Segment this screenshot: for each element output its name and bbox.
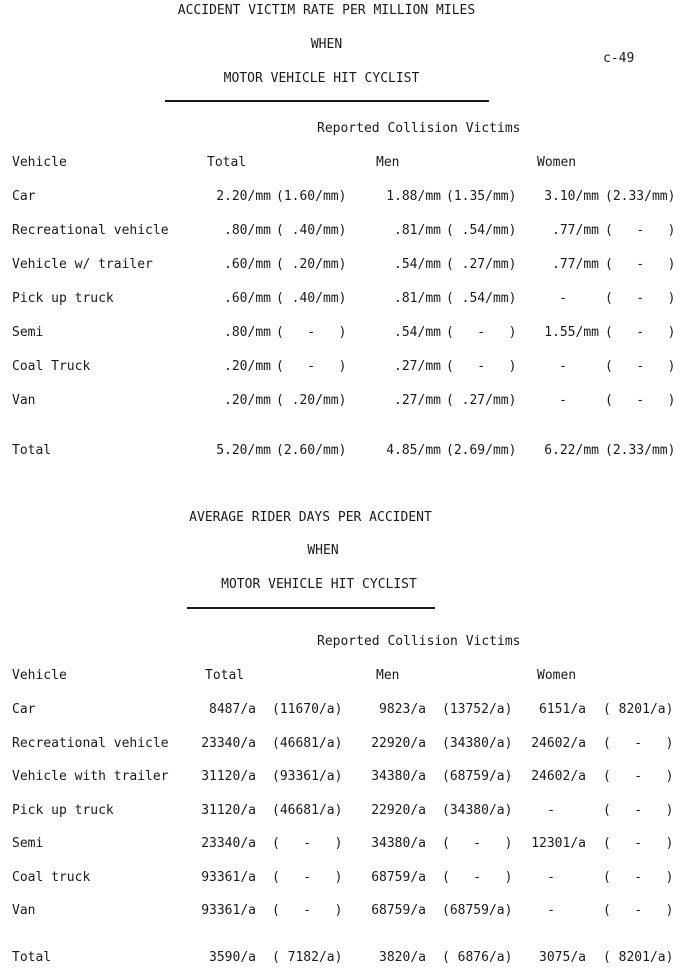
table-row-women: - bbox=[559, 393, 567, 408]
table-row-women: - bbox=[547, 869, 555, 885]
header-men: Men bbox=[376, 155, 400, 170]
section1-title-line1: ACCIDENT VICTIM RATE PER MILLION MILES bbox=[177, 3, 476, 18]
table-row-women: .77/mm bbox=[552, 257, 599, 272]
table-row-women: 6151/a bbox=[539, 702, 586, 717]
total-row-women-p: ( 8201/a) bbox=[603, 950, 674, 965]
table-row-women-p: ( - ) bbox=[605, 325, 676, 340]
table-row-men: .81/mm bbox=[394, 291, 441, 306]
table-row-men: 22920/a bbox=[371, 802, 426, 818]
table-row-men: 68759/a bbox=[371, 903, 426, 918]
table-row-women-p: ( - ) bbox=[603, 769, 674, 784]
table-row-vehicle: Car bbox=[12, 189, 36, 204]
table-row-total-p: ( - ) bbox=[276, 325, 347, 340]
table-row-total: .60/mm bbox=[224, 257, 271, 272]
table-row-men: .54/mm bbox=[394, 257, 441, 272]
table-row-women-p: ( - ) bbox=[605, 223, 676, 238]
table-row-women: 3.10/mm bbox=[544, 189, 599, 204]
table-row-men: 34380/a bbox=[371, 769, 426, 784]
section1-subheading: Reported Collision Victims bbox=[317, 121, 521, 136]
table-row-men-p: ( - ) bbox=[446, 325, 517, 340]
section1-title-rule bbox=[165, 100, 489, 102]
table-row-total: 93361/a bbox=[201, 869, 256, 885]
table-row-women-p: ( - ) bbox=[605, 257, 676, 272]
section2-title-rule bbox=[187, 607, 435, 609]
table-row-men-p: (34380/a) bbox=[442, 735, 513, 751]
table-row-men: 22920/a bbox=[371, 735, 426, 751]
table-row-women-p: ( 8201/a) bbox=[603, 702, 674, 717]
table-row-total: .60/mm bbox=[224, 291, 271, 306]
table-row-total: 31120/a bbox=[201, 769, 256, 784]
table-row-vehicle: Semi bbox=[12, 325, 44, 340]
header-women: Women bbox=[537, 155, 577, 170]
table-row-total-p: ( - ) bbox=[272, 903, 343, 918]
header-vehicle: Vehicle bbox=[12, 668, 67, 683]
table-row-vehicle: Vehicle w/ trailer bbox=[12, 257, 153, 272]
total-row-men-p: ( 6876/a) bbox=[442, 950, 513, 965]
table-row-men-p: ( - ) bbox=[442, 836, 513, 851]
table-row-total-p: ( - ) bbox=[272, 836, 343, 851]
table-row-men-p: (13752/a) bbox=[442, 702, 513, 717]
table-row-women: - bbox=[547, 903, 555, 918]
table-row-total-p: (1.60/mm) bbox=[276, 189, 347, 204]
table-row-women: .77/mm bbox=[552, 223, 599, 238]
table-row-total-p: ( .20/mm) bbox=[276, 257, 347, 272]
table-row-men-p: ( .27/mm) bbox=[446, 257, 517, 272]
table-row-total: .20/mm bbox=[224, 393, 271, 408]
table-row-total: 93361/a bbox=[201, 903, 256, 918]
header-vehicle: Vehicle bbox=[12, 155, 67, 170]
table-row-total: .20/mm bbox=[224, 359, 271, 374]
table-row-women-p: ( - ) bbox=[605, 393, 676, 408]
total-row-total: 5.20/mm bbox=[216, 443, 271, 458]
table-row-men: 34380/a bbox=[371, 836, 426, 851]
table-row-men: .27/mm bbox=[394, 359, 441, 374]
table-row-total: 23340/a bbox=[201, 735, 256, 751]
table-row-men: .27/mm bbox=[394, 393, 441, 408]
table-row-total: 8487/a bbox=[209, 702, 256, 717]
page-code: c-49 bbox=[603, 51, 635, 66]
section2-title-line3: MOTOR VEHICLE HIT CYCLIST bbox=[221, 577, 417, 592]
section2-title-line1: AVERAGE RIDER DAYS PER ACCIDENT bbox=[189, 510, 432, 525]
table-row-women: - bbox=[559, 359, 567, 374]
total-row-women-p: (2.33/mm) bbox=[605, 443, 676, 458]
table-row-vehicle: Vehicle with trailer bbox=[12, 769, 169, 784]
total-row-men: 3820/a bbox=[379, 950, 426, 965]
table-row-women-p: ( - ) bbox=[605, 291, 676, 306]
table-row-men-p: (68759/a) bbox=[442, 903, 513, 918]
table-row-total-p: ( .40/mm) bbox=[276, 223, 347, 238]
table-row-total-p: (46681/a) bbox=[272, 735, 343, 751]
total-row-total: 3590/a bbox=[209, 950, 256, 965]
table-row-vehicle: Van bbox=[12, 903, 36, 918]
table-row-total-p: ( .20/mm) bbox=[276, 393, 347, 408]
table-row-vehicle: Car bbox=[12, 702, 36, 717]
table-row-total-p: ( .40/mm) bbox=[276, 291, 347, 306]
table-row-total-p: ( - ) bbox=[272, 869, 343, 885]
table-row-vehicle: Pick up truck bbox=[12, 291, 114, 306]
table-row-women-p: ( - ) bbox=[603, 836, 674, 851]
table-row-vehicle: Van bbox=[12, 393, 36, 408]
table-row-men-p: ( - ) bbox=[446, 359, 517, 374]
table-row-total-p: (11670/a) bbox=[272, 702, 343, 717]
header-total: Total bbox=[205, 668, 245, 683]
table-row-women-p: ( - ) bbox=[603, 802, 674, 818]
table-row-women: - bbox=[547, 802, 555, 818]
table-row-men: 9823/a bbox=[379, 702, 426, 717]
table-row-total: .80/mm bbox=[224, 325, 271, 340]
total-row-women: 6.22/mm bbox=[544, 443, 599, 458]
table-row-vehicle: Pick up truck bbox=[12, 802, 114, 818]
table-row-men-p: ( .27/mm) bbox=[446, 393, 517, 408]
table-row-men-p: ( .54/mm) bbox=[446, 291, 517, 306]
table-row-men-p: (34380/a) bbox=[442, 802, 513, 818]
total-row-vehicle: Total bbox=[12, 443, 52, 458]
total-row-men: 4.85/mm bbox=[386, 443, 441, 458]
table-row-total: 31120/a bbox=[201, 802, 256, 818]
table-row-vehicle: Coal Truck bbox=[12, 359, 91, 374]
total-row-men-p: (2.69/mm) bbox=[446, 443, 517, 458]
table-row-total-p: (93361/a) bbox=[272, 769, 343, 784]
table-row-women-p: ( - ) bbox=[605, 359, 676, 374]
table-row-women-p: ( - ) bbox=[603, 903, 674, 918]
total-row-women: 3075/a bbox=[539, 950, 586, 965]
header-women: Women bbox=[537, 668, 577, 683]
section2-title-line2: WHEN bbox=[307, 543, 339, 558]
table-row-vehicle: Recreational vehicle bbox=[12, 223, 169, 238]
table-row-men: 1.88/mm bbox=[386, 189, 441, 204]
table-row-vehicle: Recreational vehicle bbox=[12, 735, 169, 751]
table-row-women-p: (2.33/mm) bbox=[605, 189, 676, 204]
table-row-women: 24602/a bbox=[531, 735, 586, 751]
table-row-total-p: ( - ) bbox=[276, 359, 347, 374]
table-row-vehicle: Semi bbox=[12, 836, 44, 851]
table-row-men: 68759/a bbox=[371, 869, 426, 885]
total-row-vehicle: Total bbox=[12, 950, 52, 965]
table-row-women-p: ( - ) bbox=[603, 869, 674, 885]
table-row-total-p: (46681/a) bbox=[272, 802, 343, 818]
table-row-men-p: (68759/a) bbox=[442, 769, 513, 784]
section1-title-line3: MOTOR VEHICLE HIT CYCLIST bbox=[223, 71, 420, 86]
table-row-women: 1.55/mm bbox=[544, 325, 599, 340]
table-row-men-p: ( - ) bbox=[442, 869, 513, 885]
table-row-total: 2.20/mm bbox=[216, 189, 271, 204]
table-row-total: .80/mm bbox=[224, 223, 271, 238]
total-row-total-p: ( 7182/a) bbox=[272, 950, 343, 965]
header-total: Total bbox=[207, 155, 247, 170]
table-row-women: - bbox=[559, 291, 567, 306]
table-row-men: .54/mm bbox=[394, 325, 441, 340]
header-men: Men bbox=[376, 668, 400, 683]
section2-subheading: Reported Collision Victims bbox=[317, 634, 521, 649]
table-row-total: 23340/a bbox=[201, 836, 256, 851]
total-row-total-p: (2.60/mm) bbox=[276, 443, 347, 458]
section1-title-line2: WHEN bbox=[310, 37, 343, 52]
table-row-women: 12301/a bbox=[531, 836, 586, 851]
table-row-women: 24602/a bbox=[531, 769, 586, 784]
table-row-vehicle: Coal truck bbox=[12, 869, 91, 885]
table-row-men: .81/mm bbox=[394, 223, 441, 238]
table-row-men-p: (1.35/mm) bbox=[446, 189, 517, 204]
table-row-men-p: ( .54/mm) bbox=[446, 223, 517, 238]
table-row-women-p: ( - ) bbox=[603, 735, 674, 751]
